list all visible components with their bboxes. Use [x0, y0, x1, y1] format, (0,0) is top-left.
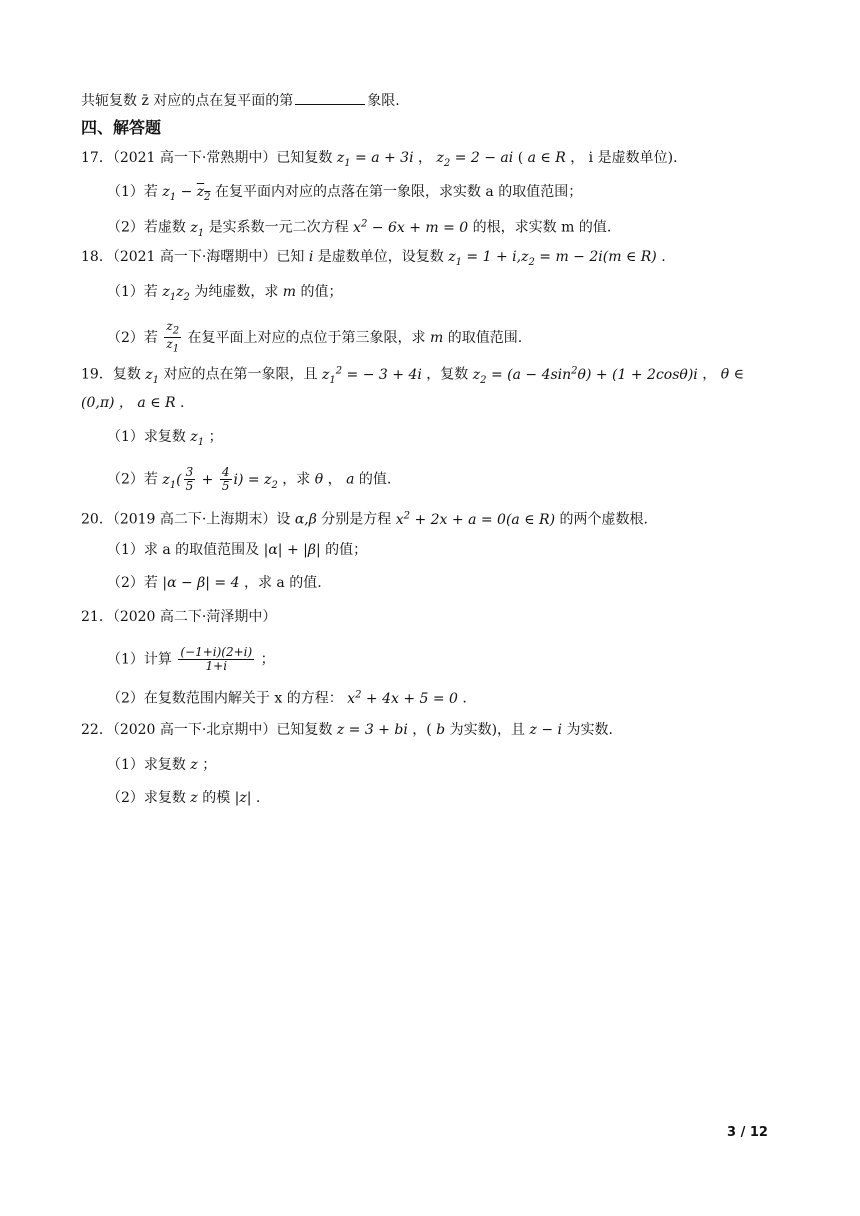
math-m: m [282, 284, 297, 300]
math-z1-product: $z_1$( $\frac{3}{5}$ + $\frac{4}{5}$ $i) = z_2$ [162, 465, 278, 493]
question-20-part-1: （1）求 a 的取值范围及 |α| + |β| 的值； [107, 542, 368, 558]
question-19: 19．复数 $z_1$ 对应的点在第一象限，且 $z_1^2$ = − 3 + 4i ，复数 $z_2 = (a - 4\sin^2\theta) + (1 + 2\cos\theta)i$ ， θ ∈ [81, 365, 744, 386]
section-title: 四、解答题 [81, 118, 162, 137]
math-z2: $z_2 = (a - 4\sin^2\theta) + (1 + 2\cos\theta)i$ [472, 365, 698, 386]
math-z1z2: $z_1z_2$ [162, 284, 190, 303]
question-20-part-2: （2）若 |α − β| = 4 ，求 a 的值. [107, 575, 322, 591]
math-z1: $z_1$ [190, 429, 205, 448]
top-line: 共轭复数 z̄ 对应的点在复平面的第 象限. [81, 90, 400, 111]
math-z1-z2: $z_1 = 1 + i,z_2 = m - 2i(m$ ∈ R) [448, 249, 657, 268]
math-z1-squared: $z_1^2$ = − 3 + 4i [321, 365, 422, 386]
question-21-part-2: （2）在复数范围内解关于 x 的方程： $x^2 + 4x + 5 = 0$ . [107, 689, 467, 707]
math-z2: $z_2 = 2$ − ai [436, 150, 514, 169]
math-abs-z: |z| [234, 790, 252, 806]
math-z: z = 3 + bi [336, 722, 408, 738]
answer-blank[interactable] [295, 90, 365, 105]
question-21-part-1: （1）计算 $\frac{(-1+i)(2+i)}{1+i}$ ； [107, 645, 275, 673]
math-abs-diff: |α − β| = 4 [162, 575, 240, 591]
math-z1: $z_1$ [190, 219, 205, 239]
math-b: b [436, 722, 446, 738]
math-m: m [429, 329, 444, 346]
math-z2-over-z1: $\frac{z_2}{z_1}$ [166, 319, 180, 355]
question-18-part-1: （1）若 $z_1z_2$ 为纯虚数，求 m 的值； [107, 284, 343, 303]
math-a-in-r: a ∈ R [137, 395, 176, 411]
math-z1-minus-conj-z2: $z_1 - z_2$ [162, 184, 211, 203]
math-a: a [346, 471, 355, 488]
question-19-part-1: （1）求复数 $z_1$ ； [107, 429, 223, 448]
math-z-minus-i: z − i [529, 722, 562, 738]
math-fraction: $\frac{(-1+i)(2+i)}{1+i}$ [180, 645, 253, 673]
question-21: 21．（2020 高二下·菏泽期中） [81, 609, 277, 625]
question-17: 17．（2021 高一下·常熟期中）已知复数 $z_1 = a + 3i$ ， $z_2 = 2$ − ai ( a ∈ R ， i 是虚数单位). [81, 150, 678, 169]
math-equation: $x^2 + 4x + 5 = 0$ [347, 689, 458, 707]
math-quadratic: $x^2 - 6x + m = 0$ [353, 218, 469, 236]
question-17-part-1: （1）若 $z_1 - z_2$ 在复平面内对应的点落在第一象限，求实数 a 的取值范围； [107, 184, 583, 203]
math-abs-sum: |α| + |β| [263, 542, 321, 558]
question-20: 20．（2019 高二下·上海期末）设 α,β 分别是方程 $x^2 + 2x + a = 0(a$ ∈ R) 的两个虚数根. [81, 510, 648, 528]
math-i: i [308, 249, 314, 265]
question-19-cont: (0,π) ， a ∈ R . [81, 395, 185, 411]
question-22-part-1: （1）求复数 z ； [107, 757, 217, 773]
page-number: 3 / 12 [727, 1125, 768, 1140]
math-theta: θ [314, 471, 324, 488]
math-z1: $z_1 = a + 3i$ [336, 150, 414, 169]
math-alpha-beta: α,β [294, 511, 317, 528]
question-22: 22．（2020 高一下·北京期中）已知复数 z = 3 + bi ，( b 为实数)，且 z − i 为实数. [81, 722, 613, 738]
question-17-part-2: （2）若虚数 $z_1$ 是实系数一元二次方程 $x^2 - 6x + m = 0$ 的根，求实数 m 的值. [107, 218, 612, 239]
math-z1: $z_1$ [145, 366, 160, 386]
math-equation: $x^2 + 2x + a = 0(a$ ∈ R) [395, 510, 556, 528]
question-18-part-2: （2）若 $\frac{z_2}{z_1}$ 在复平面上对应的点位于第三象限，求 m 的取值范围. [107, 319, 523, 355]
question-19-part-2: （2）若 $z_1$( $\frac{3}{5}$ + $\frac{4}{5}$ $i) = z_2$ ，求 θ ， a 的值. [107, 465, 392, 493]
math-z: z [190, 757, 198, 773]
question-22-part-2: （2）求复数 z 的模 |z| . [107, 790, 261, 806]
math-a-in-r: a ∈ R [527, 150, 566, 166]
question-18: 18．（2021 高一下·海曙期中）已知 i 是虚数单位，设复数 $z_1 = 1 + i,z_2 = m - 2i(m$ ∈ R) . [81, 249, 666, 268]
math-z: z [190, 790, 198, 806]
math-theta-in: θ ∈ [720, 366, 744, 383]
